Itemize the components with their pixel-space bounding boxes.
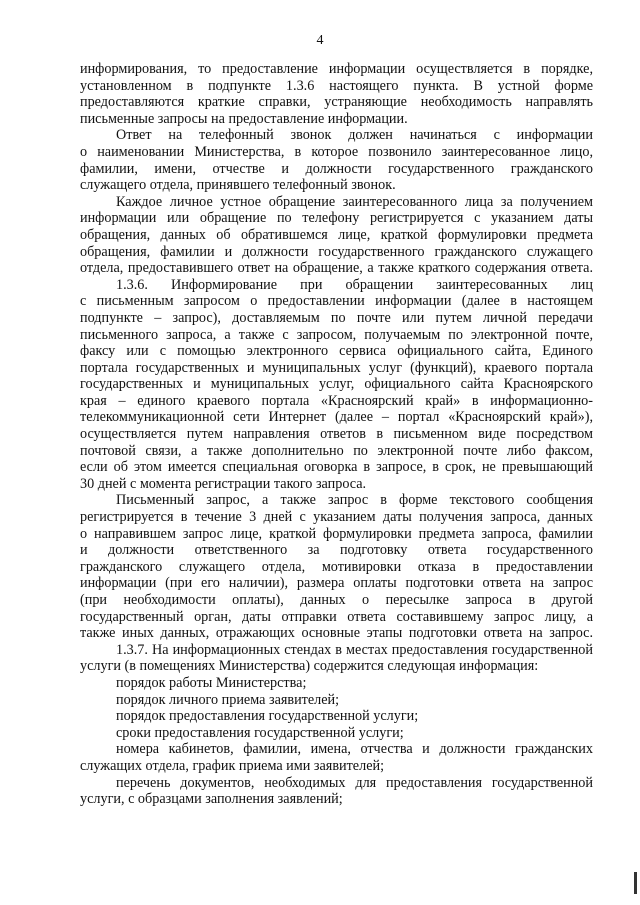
text-line: услуги, с образцами заполнения заявлений; bbox=[80, 791, 343, 808]
text-line: почтовой связи, а также дополнительно по электронной почте либо факсом, bbox=[80, 442, 593, 459]
text-line: Ответ на телефонный звонок должен начинаться с информации bbox=[116, 127, 593, 144]
text-line: государственных и муниципальных услуг, официального сайта Красноярского bbox=[80, 376, 593, 393]
text-line: порядок предоставления государственной услуги; bbox=[116, 708, 419, 725]
text-line: письменные запросы на предоставление информации. bbox=[80, 110, 408, 127]
text-line: письменного запроса, а также с запросом, получаемым по электронной почте, bbox=[80, 326, 593, 343]
text-line: сроки предоставления государственной услуги; bbox=[116, 724, 404, 741]
text-line: Письменный запрос, а также запрос в форме текстового сообщения bbox=[116, 492, 593, 509]
text-line: предоставляются краткие справки, устраняющие необходимость направлять bbox=[80, 94, 593, 111]
text-line: Каждое личное устное обращение заинтересованного лица за получением bbox=[116, 193, 593, 210]
text-line: информирования, то предоставление информации осуществляется в порядке, bbox=[80, 61, 593, 77]
scan-edge-mark bbox=[634, 872, 637, 894]
text-line: информации (при его наличии), размера оплаты подготовки ответа на запрос bbox=[80, 575, 593, 592]
text-line: о направившем запрос лице, краткой формулировки предмета запроса, фамилии bbox=[80, 525, 593, 542]
text-line: подпункте – запрос), доставляемым по почте или путем личной передачи bbox=[80, 309, 593, 326]
text-line: если об этом имеется специальная оговорка в запросе, в срок, не превышающий bbox=[80, 459, 593, 476]
text-line: 1.3.7. На информационных стендах в местах предоставления государственной bbox=[116, 641, 593, 658]
text-line: регистрируется в течение 3 дней с указанием даты получения запроса, данных bbox=[80, 509, 593, 526]
text-line: порядок личного приема заявителей; bbox=[116, 691, 340, 708]
text-line: отдела, предоставившего ответ на обращение, а также краткого содержания ответа. bbox=[80, 260, 593, 277]
text-line: и должности ответственного за подготовку ответа государственного bbox=[80, 542, 593, 559]
text-line: факсу или с помощью электронного сервиса официального сайта, Единого bbox=[80, 343, 593, 360]
text-line: государственный орган, даты отправки ответа составившему запрос лицу, а bbox=[80, 608, 593, 625]
text-line: осуществляется путем направления ответов в письменном виде посредством bbox=[80, 426, 593, 443]
text-line: 30 дней с момента регистрации такого запроса. bbox=[80, 475, 367, 492]
text-line: о наименовании Министерства, в которое позвонило заинтересованное лицо, bbox=[80, 143, 593, 160]
text-line: информации или обращение по телефону регистрируется с указанием даты bbox=[80, 210, 593, 227]
text-line: (при необходимости оплаты), данных о пересылке запроса в другой bbox=[80, 592, 593, 608]
document-body bbox=[80, 61, 593, 808]
text-line: номера кабинетов, фамилии, имена, отчества и должности гражданских bbox=[116, 741, 593, 758]
text-line: с письменным запросом о предоставлении информации (далее в настоящем bbox=[80, 293, 593, 310]
page-number: 4 bbox=[316, 33, 324, 48]
text-line: услуги (в помещениях Министерства) содержится следующая информация: bbox=[80, 658, 539, 675]
text-line: также иных данных, отражающих основные этапы подготовки ответа на запрос. bbox=[80, 625, 593, 642]
text-line: края – единого краевого портала «Красноярский край» в информационно- bbox=[80, 392, 593, 409]
text-line: установленном в подпункте 1.3.6 настоящего пункта. В устной форме bbox=[80, 77, 593, 94]
text-line: фамилии, имени, отчестве и должности государственного гражданского bbox=[80, 160, 593, 177]
text-line: гражданского служащего отдела, мотивировки отказа в предоставлении bbox=[80, 558, 593, 575]
text-line: перечень документов, необходимых для предоставления государственной bbox=[116, 774, 593, 791]
text-line: служащего отдела, принявшего телефонный звонок. bbox=[80, 177, 396, 194]
text-line: обращения, данных об обратившемся лице, краткой формулировки предмета bbox=[80, 226, 593, 243]
text-line: служащих отдела, график приема ими заявителей; bbox=[80, 757, 385, 774]
text-line: телекоммуникационной сети Интернет (далее – портал «Красноярский край»), bbox=[80, 409, 593, 426]
text-line: 1.3.6. Информирование при обращении заинтересованных лиц bbox=[116, 276, 593, 293]
text-line: порядок работы Министерства; bbox=[116, 674, 307, 691]
text-line: обращения, фамилии и должности государственного гражданского служащего bbox=[80, 243, 593, 260]
text-line: портала государственных и муниципальных услуг (функций), краевого портала bbox=[80, 359, 593, 376]
